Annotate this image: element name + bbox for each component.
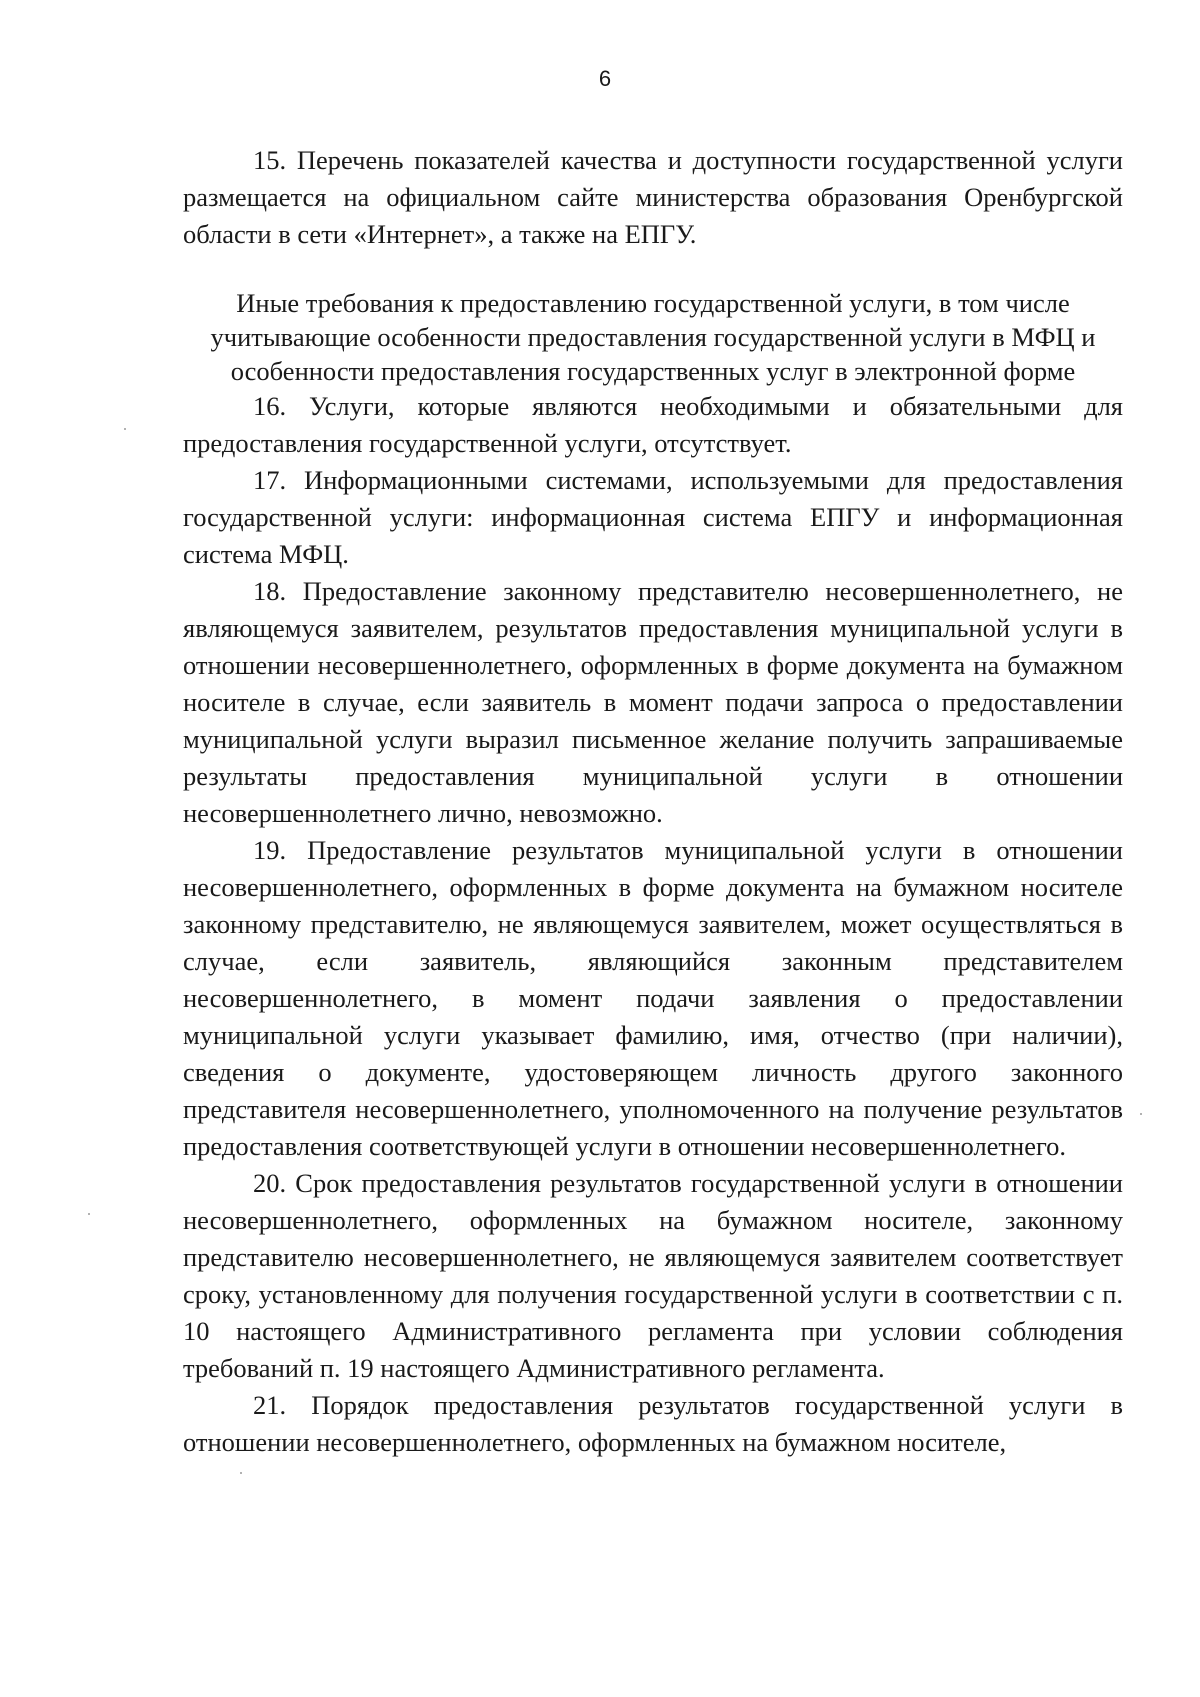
scan-speck: [88, 1213, 90, 1215]
paragraph-18: 18. Предоставление законному представителю несовершеннолетнего, не являющемуся заявителем, результатов предоставления муниципальной услуги в отношении несовершеннолетнего, оформленных в форме документа на бумажном носителе в случае, если заявитель в момент подачи запроса о предоставлении муниципальной услуги выразил письменное желание получить запрашиваемые результаты предоставления муниципальной услуги в отношении несовершеннолетнего лично, невозможно.: [183, 576, 1123, 828]
section-heading: Иные требования к предоставлению государственной услуги, в том числе учитывающие особенности предоставления государственной услуги в МФЦ и особенности предоставления государственных услуг в электронной форме: [210, 288, 1096, 386]
page-number: 6: [598, 66, 612, 91]
scan-speck: [1140, 1113, 1142, 1115]
paragraph-17: 17. Информационными системами, используемыми для предоставления государственной услуги: информационная система ЕПГУ и информационная система МФЦ.: [183, 465, 1123, 569]
paragraph-21: 21. Порядок предоставления результатов государственной услуги в отношении несовершеннолетнего, оформленных на бумажном носителе,: [183, 1390, 1123, 1457]
scan-speck: [240, 1472, 242, 1474]
paragraph-16: 16. Услуги, которые являются необходимыми и обязательными для предоставления государственной услуги, отсутствует.: [183, 391, 1123, 458]
paragraph-20: 20. Срок предоставления результатов государственной услуги в отношении несовершеннолетнего, оформленных на бумажном носителе, законному представителю несовершеннолетнего, не являющемуся заявителем соответствует сроку, установленному для получения государственной услуги в соответствии с п. 10 настоящего Административного регламента при условии соблюдения требований п. 19 настоящего Административного регламента.: [183, 1168, 1123, 1383]
document-body: [183, 142, 1123, 1461]
paragraph-15: 15. Перечень показателей качества и доступности государственной услуги размещается на официальном сайте министерства образования Оренбургской области в сети «Интернет», а также на ЕПГУ.: [183, 145, 1123, 249]
paragraph-19: 19. Предоставление результатов муниципальной услуги в отношении несовершеннолетнего, оформленных в форме документа на бумажном носителе законному представителю, не являющемуся заявителем, может осуществляться в случае, если заявитель, являющийся законным представителем несовершеннолетнего, в момент подачи заявления о предоставлении муниципальной услуги указывает фамилию, имя, отчество (при наличии), сведения о документе, удостоверяющем личность другого законного представителя несовершеннолетнего, уполномоченного на получение результатов предоставления соответствующей услуги в отношении несовершеннолетнего.: [183, 835, 1123, 1161]
scan-speck: [124, 428, 126, 430]
